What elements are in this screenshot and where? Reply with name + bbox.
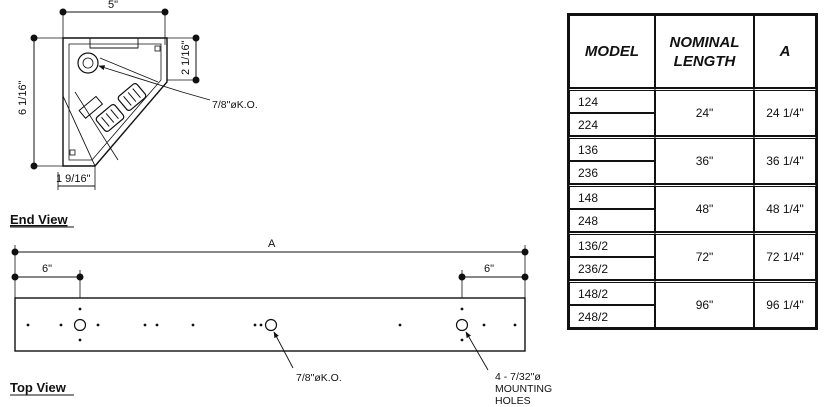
model-cell: 136	[569, 136, 655, 161]
model-cell: 136/2	[569, 232, 655, 257]
mounting-label-line3: HOLES	[495, 395, 531, 407]
end-view-width-label: 5"	[108, 0, 119, 11]
top-view-ko-label: 7/8"øK.O.	[296, 372, 342, 384]
a-cell: 96 1/4"	[754, 280, 816, 328]
a-cell: 48 1/4"	[754, 184, 816, 232]
model-cell: 224	[569, 113, 655, 136]
table-row	[569, 88, 816, 113]
end-view-ko-label: 7/8"øK.O.	[212, 99, 258, 111]
model-cell: 124	[569, 88, 655, 113]
leader-line	[182, 92, 210, 100]
mounting-tab	[70, 150, 75, 155]
header-nominal-line2: LENGTH	[673, 52, 736, 70]
end-knockout-inner	[83, 58, 93, 68]
mounting-hole-right	[457, 320, 468, 331]
header-nominal-length	[655, 15, 754, 88]
table-row	[569, 232, 816, 257]
small-holes	[27, 308, 517, 342]
end-view-title: End View	[10, 212, 68, 227]
spec-table	[567, 13, 818, 330]
table-header-row	[569, 15, 816, 88]
table-row	[569, 184, 816, 209]
top-ko-arrow	[274, 332, 293, 368]
reflector-edge	[75, 92, 118, 160]
model-cell: 148	[569, 184, 655, 209]
header-a: A	[754, 15, 816, 88]
top-view-labels	[10, 238, 552, 407]
top-channel	[90, 38, 138, 48]
mounting-label-line1: 4 - 7/32"ø	[495, 371, 541, 383]
dim-terminal-dot	[522, 274, 528, 280]
model-cell: 236	[569, 161, 655, 184]
top-knockout-center	[266, 320, 277, 331]
end-view-side-label: 2 1/16"	[180, 40, 192, 75]
header-nominal-line1: NOMINAL	[669, 33, 740, 51]
model-cell: 148/2	[569, 280, 655, 305]
reflector-edge	[100, 58, 158, 82]
end-knockout-circle	[78, 53, 98, 73]
mounting-tab	[155, 46, 160, 51]
nominal-cell: 48"	[655, 184, 754, 232]
nominal-cell: 24"	[655, 88, 754, 136]
end-view	[31, 9, 210, 190]
model-cell: 248/2	[569, 305, 655, 328]
end-view-height-label: 6 1/16"	[17, 80, 29, 115]
lamp-socket-lower	[95, 103, 125, 132]
dim-terminal-dot	[12, 274, 18, 280]
top-view-length-label: A	[268, 238, 276, 250]
top-view-left-offset-label: 6"	[42, 263, 53, 275]
mounting-label-line2: MOUNTING	[495, 383, 553, 395]
header-model: MODEL	[569, 15, 655, 88]
top-view-title: Top View	[10, 380, 66, 395]
nominal-cell: 36"	[655, 136, 754, 184]
table-row	[569, 280, 816, 305]
lamp-socket-upper	[117, 82, 147, 111]
model-cell: 236/2	[569, 257, 655, 280]
end-view-bottom-label: 1 9/16"	[56, 173, 91, 185]
fixture-body	[15, 298, 525, 351]
mounting-hole-left	[75, 320, 86, 331]
model-cell: 248	[569, 209, 655, 232]
nominal-cell: 96"	[655, 280, 754, 328]
end-view-labels	[10, 0, 258, 227]
a-cell: 36 1/4"	[754, 136, 816, 184]
housing-outline	[63, 38, 167, 166]
reflector-edge	[63, 96, 95, 166]
nominal-cell: 72"	[655, 232, 754, 280]
a-cell: 24 1/4"	[754, 88, 816, 136]
table-row	[569, 136, 816, 161]
a-cell: 72 1/4"	[754, 232, 816, 280]
top-view	[12, 245, 528, 370]
top-view-right-offset-label: 6"	[484, 263, 495, 275]
